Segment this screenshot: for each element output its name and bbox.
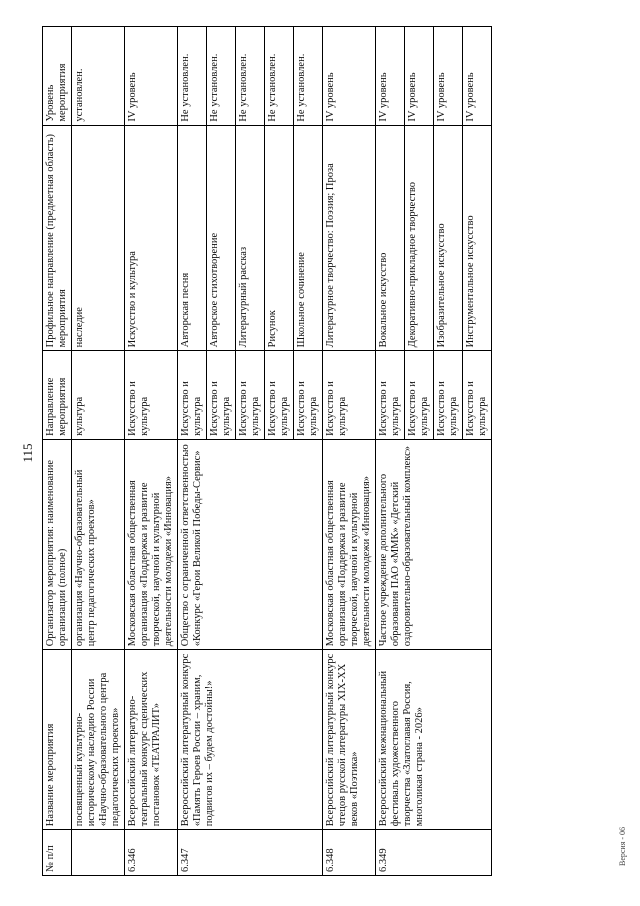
cell-profile: Изобразительное искусство [434, 125, 463, 351]
cell-direction: Искусство и культура [405, 351, 434, 439]
cell-profile: Рисунок [265, 125, 294, 351]
table-row [178, 27, 207, 876]
cell-organizer: Московская областная общественная организация «Поддержка и развитие творческой, научной и культурной деятельности молодежи «Инновация» [125, 439, 178, 649]
cell-level: Не установлен. [178, 27, 207, 126]
cell-profile: Литературное творчество: Поэзия; Проза [323, 125, 376, 351]
cell-level: Не установлен. [294, 27, 323, 126]
cell-num: 6.347 [178, 830, 323, 876]
table-container [42, 26, 602, 876]
cell-direction: Искусство и культура [463, 351, 492, 439]
cell-profile: Декоративно-прикладное творчество [405, 125, 434, 351]
page-number: 115 [20, 443, 35, 463]
header-direction: Направление мероприятия [43, 351, 72, 439]
cell-num: 6.349 [376, 830, 492, 876]
cell-level: IV уровень [434, 27, 463, 126]
cell-direction: Искусство и культура [236, 351, 265, 439]
cell-profile: Вокальное искусство [376, 125, 405, 351]
cell-profile: наследие [72, 125, 125, 351]
cell-num [72, 830, 125, 876]
cell-direction: культура [72, 351, 125, 439]
header-name: Название мероприятия [43, 650, 72, 830]
cell-organizer: Московская областная общественная организация «Поддержка и развитие творческой, научной и культурной деятельности молодежи «Инновация» [323, 439, 376, 649]
cell-direction: Искусство и культура [434, 351, 463, 439]
cell-level: Не установлен. [207, 27, 236, 126]
cell-profile: Инструментальное искусство [463, 125, 492, 351]
cell-direction: Искусство и культура [265, 351, 294, 439]
cell-direction: Искусство и культура [376, 351, 405, 439]
table-row [323, 27, 376, 876]
cell-level: Не установлен. [236, 27, 265, 126]
header-num: № п/п [43, 830, 72, 876]
table-row [376, 27, 405, 876]
cell-organizer: организация «Научно-образовательный центр педагогических проектов» [72, 439, 125, 649]
cell-level: Не установлен. [265, 27, 294, 126]
cell-name: Всероссийский межнациональный фестиваль художественного творчества «Златоглавая Россия, многоликая страна - 2026» [376, 650, 492, 830]
cell-name: Всероссийский литературно-театральный конкурс сценических постановок «ТЕАТРАЛИТ» [125, 650, 178, 830]
cell-level: IV уровень [125, 27, 178, 126]
cell-name: Всероссийский литературный конкурс «Память Героев России – храним, подвигов их – будем достойны!» [178, 650, 323, 830]
cell-level: IV уровень [463, 27, 492, 126]
cell-direction: Искусство и культура [178, 351, 207, 439]
cell-direction: Искусство и культура [207, 351, 236, 439]
table-row [125, 27, 178, 876]
header-organizer: Организатор мероприятия: наименование организации (полное) [43, 439, 72, 649]
header-profile: Профильное направление (предметная область) мероприятия [43, 125, 72, 351]
table-row [72, 27, 125, 876]
cell-organizer: Общество с ограниченной ответственностью «Конкурс «Герои Великой Победы-Сервис» [178, 439, 323, 649]
cell-direction: Искусство и культура [294, 351, 323, 439]
cell-direction: Искусство и культура [323, 351, 376, 439]
cell-num: 6.348 [323, 830, 376, 876]
table-header-row [43, 27, 72, 876]
cell-organizer: Частное учреждение дополнительного образования ПАО «ММК» «Детский оздоровительно-образовательный комплекс» [376, 439, 492, 649]
cell-name: посвященный культурно-историческому наследию России «Научно-образовательного центра педагогических проектов» [72, 650, 125, 830]
cell-level: IV уровень [405, 27, 434, 126]
header-level: Уровень мероприятия [43, 27, 72, 126]
cell-profile: Школьное сочинение [294, 125, 323, 351]
cell-profile: Искусство и культура [125, 125, 178, 351]
cell-direction: Искусство и культура [125, 351, 178, 439]
cell-level: IV уровень [376, 27, 405, 126]
footer-version: Версия - 06 [618, 826, 627, 866]
cell-num: 6.346 [125, 830, 178, 876]
cell-profile: Авторское стихотворение [207, 125, 236, 351]
events-table [42, 26, 492, 876]
table-body [72, 27, 492, 876]
cell-profile: Литературный рассказ [236, 125, 265, 351]
cell-level: установлен. [72, 27, 125, 126]
cell-level: IV уровень [323, 27, 376, 126]
cell-profile: Авторская песня [178, 125, 207, 351]
cell-name: Всероссийский литературный конкурс чтецов русской литературы XIX-XX веков «Поэтика» [323, 650, 376, 830]
